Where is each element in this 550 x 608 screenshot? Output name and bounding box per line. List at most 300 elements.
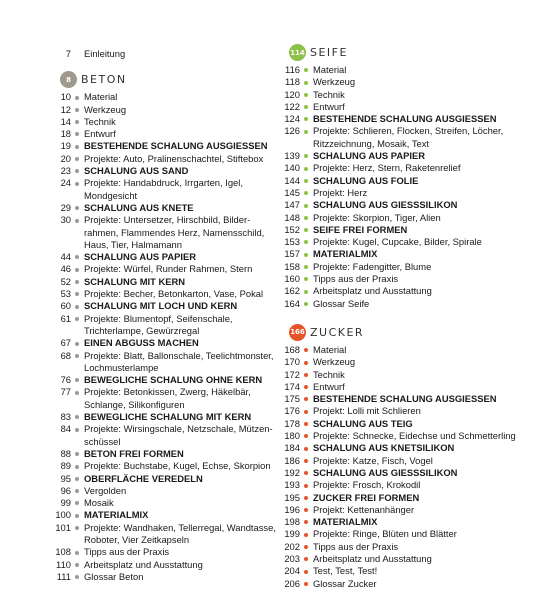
toc-entry[interactable] [40, 485, 280, 497]
page-number: 122 [284, 100, 300, 112]
toc-entry[interactable] [269, 236, 539, 248]
entry-label: Material [313, 64, 347, 75]
entry-label: SCHALUNG AUS SAND [84, 165, 189, 177]
toc-entry[interactable] [269, 516, 539, 528]
page-number: 68 [60, 349, 71, 361]
bullet-dot-icon [75, 428, 79, 432]
bullet-dot-icon [304, 216, 308, 220]
entry-label: Projekte: Ringe, Blüten und Blätter [313, 528, 457, 540]
bullet-dot-icon [304, 228, 308, 232]
bullet-dot-icon [75, 415, 79, 419]
bullet-dot-icon [304, 253, 308, 257]
toc-entry[interactable] [40, 288, 280, 300]
entry-label: Projekte: Blumentopf, Seifenschale, [84, 312, 233, 324]
page-number: 148 [284, 211, 300, 223]
bullet-dot-icon [75, 305, 79, 309]
toc-entry[interactable] [269, 76, 539, 88]
toc-entry[interactable] [269, 261, 539, 273]
toc-entry[interactable] [269, 64, 539, 76]
entry-label: Trichterlampe, Gewürzregal [84, 324, 200, 336]
entry-label: SCHALUNG AUS FOLIE [313, 174, 419, 186]
entry-label: SCHALUNG AUS PAPIER [313, 150, 425, 162]
entry-label: Arbeitsplatz und Ausstattung [84, 558, 203, 570]
toc-entry[interactable] [269, 553, 539, 565]
entry-label: Projekte: Auto, Pralinenschachtel, Stiftebox [84, 152, 264, 164]
page-number: 153 [284, 236, 300, 248]
entry-label: Projekte: Kugel, Cupcake, Bilder, Spirale [313, 236, 482, 248]
toc-column-right [269, 48, 539, 590]
toc-entry[interactable] [40, 153, 280, 165]
page-number: 7 [65, 48, 71, 59]
bullet-dot-icon [304, 422, 308, 426]
toc-entry-continuation[interactable] [40, 325, 280, 337]
bullet-dot-icon [75, 206, 79, 210]
entry-label: Arbeitsplatz und Ausstattung [313, 285, 432, 297]
toc-entry[interactable] [269, 541, 539, 553]
entry-label: Entwurf [313, 100, 345, 112]
page-number: 96 [60, 484, 71, 496]
entry-label: Entwurf [84, 128, 116, 140]
toc-entry[interactable] [269, 369, 539, 381]
page-number: 186 [284, 454, 300, 466]
toc-entry[interactable] [40, 263, 280, 275]
toc-entry[interactable] [269, 504, 539, 516]
toc-entry[interactable] [40, 473, 280, 485]
bullet-dot-icon [304, 117, 308, 121]
toc-entry[interactable] [269, 442, 539, 454]
bullet-dot-icon [304, 397, 308, 401]
entry-label: rahmen, Flammendes Herz, Namensschild, [84, 226, 265, 238]
entry-label: SCHALUNG AUS TEIG [313, 417, 413, 429]
entry-label: SEIFE FREI FORMEN [313, 223, 408, 235]
page-number: 184 [284, 442, 300, 454]
entry-label: Technik [84, 115, 116, 127]
toc-entry[interactable] [40, 337, 280, 349]
toc-entry[interactable] [40, 522, 280, 534]
toc-entry[interactable] [269, 492, 539, 504]
toc-entry[interactable] [269, 113, 539, 125]
bullet-dot-icon [304, 434, 308, 438]
toc-entry[interactable] [269, 224, 539, 236]
bullet-dot-icon [304, 447, 308, 451]
page-number: 158 [284, 260, 300, 272]
bullet-dot-icon [75, 108, 79, 112]
page-number: 203 [284, 552, 300, 564]
toc-entry[interactable] [269, 381, 539, 393]
entry-label: Projekte: Skorpion, Tiger, Alien [313, 211, 441, 223]
entry-label: Glossar Zucker [313, 577, 377, 589]
bullet-dot-icon [304, 373, 308, 377]
toc-entry[interactable] [40, 202, 280, 214]
entry-label: Tipps aus der Praxis [84, 546, 170, 558]
section-title: SEIFE [310, 46, 348, 59]
toc-entry[interactable] [269, 344, 539, 356]
entry-label: SCHALUNG AUS KNETE [84, 201, 194, 213]
bullet-dot-icon [304, 105, 308, 109]
bullet-dot-icon [304, 191, 308, 195]
page-number: 199 [284, 528, 300, 540]
entry-label: Projekte: Wandhaken, Tellerregal, Wandtasse, [84, 521, 276, 533]
entry-label: Arbeitsplatz und Ausstattung [313, 552, 432, 564]
page-number: 14 [60, 115, 71, 127]
toc-entry[interactable] [269, 248, 539, 260]
toc-entry-continuation[interactable] [40, 362, 280, 374]
page-number: 99 [60, 497, 71, 509]
page-number: 19 [60, 140, 71, 152]
toc-entry[interactable] [269, 393, 539, 405]
bullet-dot-icon [75, 145, 79, 149]
entry-label: Werkzeug [313, 356, 356, 368]
section-header-zucker[interactable] [269, 322, 539, 343]
page-number: 195 [284, 491, 300, 503]
page-number: 95 [60, 472, 71, 484]
bullet-dot-icon [304, 68, 308, 72]
bullet-dot-icon [75, 489, 79, 493]
entry-label: SCHALUNG MIT LOCH UND KERN [84, 300, 238, 312]
page-number: 89 [60, 460, 71, 472]
toc-entry[interactable] [40, 165, 280, 177]
bullet-dot-icon [75, 391, 79, 395]
entry-label: Projekte: Fadengitter, Blume [313, 260, 432, 272]
bullet-dot-icon [75, 514, 79, 518]
entry-label: MATERIALMIX [313, 248, 378, 260]
entry-label: Material [84, 91, 118, 103]
page-number: 53 [60, 288, 71, 300]
entry-label: Projekte: Schlieren, Flocken, Streifen, Löcher, [313, 125, 504, 137]
toc-entry[interactable] [40, 116, 280, 128]
bullet-dot-icon [304, 471, 308, 475]
page-number: 61 [60, 312, 71, 324]
toc-entry[interactable] [40, 350, 280, 362]
page-number: 170 [284, 356, 300, 368]
entry-label: Projekt: Lolli mit Schlieren [313, 405, 421, 417]
bullet-dot-icon [75, 342, 79, 346]
bullet-dot-icon [75, 169, 79, 173]
entry-label: OBERFLÄCHE VEREDELN [84, 472, 203, 484]
entry-label: Projekt: Kettenanhänger [313, 503, 415, 515]
section-page-badge: 166 [289, 324, 306, 341]
bullet-dot-icon [75, 563, 79, 567]
bullet-dot-icon [75, 575, 79, 579]
entry-label: Roboter, Vier Zeitkapseln [84, 533, 190, 545]
page-number: 176 [284, 405, 300, 417]
toc-entry[interactable] [269, 298, 539, 310]
page-number: 20 [60, 152, 71, 164]
toc-entry[interactable] [269, 528, 539, 540]
toc-entry[interactable] [269, 285, 539, 297]
page-number: 101 [55, 521, 71, 533]
entry-label: BEWEGLICHE SCHALUNG OHNE KERN [84, 374, 263, 386]
bullet-dot-icon [304, 385, 308, 389]
entry-label: BEWEGLICHE SCHALUNG MIT KERN [84, 411, 252, 423]
bullet-dot-icon [304, 167, 308, 171]
bullet-dot-icon [304, 520, 308, 524]
toc-entry-intro[interactable] [40, 48, 280, 60]
bullet-dot-icon [75, 354, 79, 358]
page-number: 139 [284, 150, 300, 162]
toc-entry[interactable] [40, 140, 280, 152]
bullet-dot-icon [75, 378, 79, 382]
toc-entry[interactable] [269, 356, 539, 368]
page-number: 100 [55, 509, 71, 521]
section-page-badge: 8 [60, 71, 77, 88]
entry-label: ZUCKER FREI FORMEN [313, 491, 420, 503]
entry-label: Test, Test, Test! [313, 565, 378, 577]
page-number: 172 [284, 368, 300, 380]
toc-entry[interactable] [269, 479, 539, 491]
toc-entry[interactable] [40, 128, 280, 140]
toc-entry-continuation[interactable] [40, 399, 280, 411]
entry-label: Lochmusterlampe [84, 361, 159, 373]
entry-label: BETON FREI FORMEN [84, 447, 184, 459]
toc-entry[interactable] [40, 91, 280, 103]
toc-entry-continuation[interactable] [40, 190, 280, 202]
toc-entry[interactable] [269, 455, 539, 467]
toc-entry[interactable] [40, 177, 280, 189]
section-page-badge: 114 [289, 44, 306, 61]
entry-label: EINEN ABGUSS MACHEN [84, 337, 199, 349]
bullet-dot-icon [75, 268, 79, 272]
page-number: 147 [284, 199, 300, 211]
page-number: 116 [285, 64, 300, 75]
page-number: 67 [60, 337, 71, 349]
page-number: 202 [284, 540, 300, 552]
toc-entry[interactable] [269, 578, 539, 590]
bullet-dot-icon [304, 240, 308, 244]
entry-label: Material [313, 343, 347, 355]
page-number: 152 [284, 223, 300, 235]
page-number: 44 [60, 251, 71, 263]
toc-entry[interactable] [269, 273, 539, 285]
page-number: 193 [284, 479, 300, 491]
bullet-dot-icon [304, 582, 308, 586]
entry-label: Projekte: Untersetzer, Hirschbild, Bilder- [84, 214, 251, 226]
toc-entry-continuation[interactable] [269, 138, 539, 150]
entry-label: Haus, Tier, Halmamann [84, 238, 182, 250]
entry-label: Werkzeug [84, 103, 127, 115]
bullet-dot-icon [75, 96, 79, 100]
bullet-dot-icon [75, 219, 79, 223]
page-number: 46 [60, 263, 71, 275]
page-number: 84 [60, 423, 71, 435]
bullet-dot-icon [304, 557, 308, 561]
page-number: 160 [284, 273, 300, 285]
bullet-dot-icon [304, 154, 308, 158]
entry-label: SCHALUNG AUS GIESSSILIKON [313, 199, 458, 211]
entry-label: Glossar Seife [313, 297, 370, 309]
entry-label: Projekte: Katze, Fisch, Vogel [313, 454, 433, 466]
entry-label: Projekte: Buchstabe, Kugel, Echse, Skorpion [84, 460, 271, 472]
bullet-dot-icon [304, 410, 308, 414]
bullet-dot-icon [304, 290, 308, 294]
page-number: 174 [284, 380, 300, 392]
page-number: 192 [284, 466, 300, 478]
entry-label: SCHALUNG AUS PAPIER [84, 251, 196, 263]
page-number: 206 [284, 577, 300, 589]
page-number: 29 [60, 201, 71, 213]
bullet-dot-icon [75, 157, 79, 161]
section-header-seife[interactable] [269, 42, 539, 63]
toc-entry[interactable] [40, 423, 280, 435]
page-number: 145 [284, 186, 300, 198]
toc-entry[interactable] [269, 150, 539, 162]
bullet-dot-icon [75, 465, 79, 469]
page-number: 198 [284, 516, 300, 528]
toc-entry[interactable] [40, 251, 280, 263]
page-number: 30 [60, 214, 71, 226]
toc-entry-continuation[interactable] [40, 436, 280, 448]
entry-label: Projekte: Betonkissen, Zwerg, Häkelbär, [84, 386, 251, 398]
bullet-dot-icon [304, 93, 308, 97]
page-number: 168 [284, 343, 300, 355]
bullet-dot-icon [75, 292, 79, 296]
page-number: 180 [284, 430, 300, 442]
page-number: 83 [60, 411, 71, 423]
section-header-beton[interactable] [40, 69, 280, 90]
bullet-dot-icon [304, 265, 308, 269]
section-title: ZUCKER [310, 325, 365, 339]
entry-label: SCHALUNG AUS GIESSSILIKON [313, 466, 458, 478]
entry-label: Projekte: Handabdruck, Irrgarten, Igel, [84, 177, 243, 189]
toc-entry[interactable] [269, 430, 539, 442]
toc-entry[interactable] [40, 374, 280, 386]
bullet-dot-icon [75, 317, 79, 321]
page-number: 144 [284, 174, 300, 186]
bullet-dot-icon [304, 570, 308, 574]
toc-entry[interactable] [269, 125, 539, 137]
bullet-dot-icon [75, 280, 79, 284]
toc-entry[interactable] [40, 313, 280, 325]
page-number: 140 [284, 162, 300, 174]
toc-entry[interactable] [269, 162, 539, 174]
bullet-dot-icon [304, 277, 308, 281]
toc-entry[interactable] [269, 405, 539, 417]
toc-entry-continuation[interactable] [40, 534, 280, 546]
entry-label: SCHALUNG MIT KERN [84, 275, 186, 287]
page-number: 108 [55, 546, 71, 558]
page-number: 120 [284, 88, 300, 100]
bullet-dot-icon [75, 255, 79, 259]
entry-label: Projekte: Becher, Betonkarton, Vase, Pokal [84, 288, 264, 300]
bullet-dot-icon [304, 459, 308, 463]
entry-label: Technik [313, 368, 345, 380]
bullet-dot-icon [304, 179, 308, 183]
bullet-dot-icon [304, 533, 308, 537]
toc-list-seife [269, 64, 539, 310]
toc-entry[interactable] [40, 448, 280, 460]
page-number: 10 [60, 91, 71, 103]
toc-entry[interactable] [40, 386, 280, 398]
toc-entry[interactable] [40, 300, 280, 312]
bullet-dot-icon [75, 551, 79, 555]
toc-entry[interactable] [269, 199, 539, 211]
toc-entry[interactable] [269, 467, 539, 479]
page-number: 52 [60, 275, 71, 287]
toc-entry[interactable] [40, 411, 280, 423]
bullet-dot-icon [304, 130, 308, 134]
toc-entry[interactable] [40, 460, 280, 472]
entry-label: Projekte: Frosch, Krokodil [313, 479, 421, 491]
entry-label: Werkzeug [313, 76, 356, 88]
page-number: 60 [60, 300, 71, 312]
toc-entry[interactable] [40, 559, 280, 571]
page-number: 196 [284, 503, 300, 515]
toc-entry[interactable] [40, 571, 280, 583]
bullet-dot-icon [75, 120, 79, 124]
entry-label: Projekte: Wirsingschale, Netzschale, Mützen- [84, 423, 273, 435]
toc-entry-continuation[interactable] [40, 227, 280, 239]
toc-entry[interactable] [40, 546, 280, 558]
entry-label: MATERIALMIX [84, 509, 149, 521]
toc-entry[interactable] [40, 509, 280, 521]
page-number: 204 [284, 565, 300, 577]
toc-entry[interactable] [269, 89, 539, 101]
bullet-dot-icon [304, 302, 308, 306]
page-number: 23 [60, 165, 71, 177]
entry-label: Ritzzeichnung, Mosaik, Text [313, 137, 430, 149]
entry-label: Projekte: Schnecke, Eidechse und Schmetterling [313, 430, 516, 442]
entry-label: Tipps aus der Praxis [313, 540, 399, 552]
toc-column-left [40, 48, 280, 583]
bullet-dot-icon [75, 182, 79, 186]
page-number: 157 [284, 248, 300, 260]
toc-entry[interactable] [269, 418, 539, 430]
page-number: 126 [284, 125, 300, 137]
page-number: 76 [60, 374, 71, 386]
bullet-dot-icon [304, 361, 308, 365]
toc-entry[interactable] [40, 497, 280, 509]
entry-label: Mosaik [84, 497, 114, 509]
toc-entry[interactable] [269, 212, 539, 224]
toc-entry[interactable] [269, 565, 539, 577]
bullet-dot-icon [304, 508, 308, 512]
toc-entry[interactable] [269, 101, 539, 113]
entry-label: Einleitung [84, 48, 126, 59]
entry-label: Technik [313, 88, 345, 100]
page-number: 77 [60, 386, 71, 398]
bullet-dot-icon [304, 496, 308, 500]
toc-entry[interactable] [40, 214, 280, 226]
bullet-dot-icon [75, 501, 79, 505]
bullet-dot-icon [75, 132, 79, 136]
toc-entry[interactable] [40, 276, 280, 288]
entry-label: Schlange, Silikonfiguren [84, 398, 185, 410]
page-number: 162 [284, 285, 300, 297]
page-number: 124 [284, 113, 300, 125]
bullet-dot-icon [75, 452, 79, 456]
page-number: 110 [56, 558, 71, 570]
entry-label: MATERIALMIX [313, 516, 378, 528]
toc-entry[interactable] [269, 187, 539, 199]
entry-label: Projekte: Würfel, Runder Rahmen, Stern [84, 263, 253, 275]
page-number: 18 [60, 128, 71, 140]
page-number: 24 [60, 177, 71, 189]
toc-entry-continuation[interactable] [40, 239, 280, 251]
section-title: BETON [81, 73, 127, 87]
toc-list-zucker [269, 344, 539, 590]
toc-entry[interactable] [269, 175, 539, 187]
entry-label: Projekte: Herz, Stern, Raketenrelief [313, 162, 461, 174]
bullet-dot-icon [75, 526, 79, 530]
bullet-dot-icon [304, 348, 308, 352]
page-number: 178 [284, 417, 300, 429]
page-number: 175 [284, 393, 300, 405]
page-number: 111 [56, 570, 71, 582]
toc-entry[interactable] [40, 104, 280, 116]
entry-label: Tipps aus der Praxis [313, 273, 399, 285]
bullet-dot-icon [304, 81, 308, 85]
toc-list-beton [40, 91, 280, 583]
